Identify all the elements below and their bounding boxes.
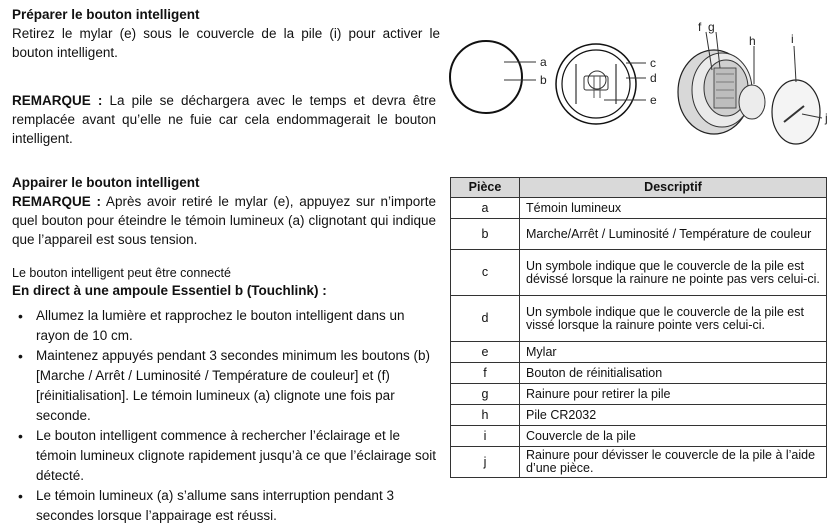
pairing-title: Appairer le bouton intelligent	[12, 175, 200, 190]
label-f: f	[698, 20, 702, 34]
pairing-note-label: REMARQUE :	[12, 194, 101, 209]
cell-piece: a	[451, 198, 520, 219]
pairing-steps	[12, 306, 436, 526]
table-row	[451, 250, 827, 296]
label-b: b	[540, 73, 547, 87]
table-row	[451, 219, 827, 250]
table-row	[451, 447, 827, 478]
battery-note-label: REMARQUE :	[12, 93, 103, 108]
cell-description: Rainure pour retirer la pile	[520, 384, 827, 405]
label-h: h	[749, 34, 756, 48]
battery-note	[12, 91, 436, 148]
cell-piece: i	[451, 426, 520, 447]
label-d: d	[650, 71, 657, 85]
connection-block	[12, 264, 436, 300]
table-row	[451, 198, 827, 219]
list-item: • Allumez la lumière et rapprochez le bouton intelligent dans un rayon de 10 cm.	[12, 306, 436, 346]
pairing-note	[12, 192, 436, 249]
list-item: • Maintenez appuyés pendant 3 secondes minimum les boutons (b) [Marche / Arrêt / Luminosité / Température de couleur] et (f) [réinitialisation]. Le témoin lumineux (a) clignote une fois par seconde.	[12, 346, 436, 426]
label-c: c	[650, 56, 656, 70]
parts-table	[450, 177, 827, 478]
table-row	[451, 342, 827, 363]
cell-description: Témoin lumineux	[520, 198, 827, 219]
label-e: e	[650, 93, 657, 107]
cell-piece: h	[451, 405, 520, 426]
cell-description: Pile CR2032	[520, 405, 827, 426]
pairing-section	[12, 174, 436, 249]
cell-description: Marche/Arrêt / Luminosité / Température de couleur	[520, 219, 827, 250]
cell-piece: d	[451, 296, 520, 342]
connect-title: En direct à une ampoule Essentiel b (Touchlink) :	[12, 283, 327, 298]
cell-description: Rainure pour dévisser le couvercle de la pile à l’aide d’une pièce.	[520, 447, 827, 478]
cell-piece: j	[451, 447, 520, 478]
connect-line: Le bouton intelligent peut être connecté	[12, 266, 231, 280]
button-front-view	[450, 41, 522, 113]
prepare-text: Retirez le mylar (e) sous le couvercle de la pile (i) pour activer le bouton intelligent.	[12, 26, 440, 60]
table-header-row	[451, 178, 827, 198]
label-g: g	[708, 20, 715, 34]
list-item: • Le bouton intelligent commence à rechercher l’éclairage et le témoin lumineux clignote rapidement jusqu’à ce que l’éclairage soit détecté.	[12, 426, 436, 486]
header-piece: Pièce	[451, 178, 520, 198]
prepare-section	[12, 6, 440, 62]
battery	[739, 85, 765, 119]
table-row	[451, 363, 827, 384]
label-a: a	[540, 55, 547, 69]
table-row	[451, 405, 827, 426]
label-i: i	[791, 32, 794, 46]
button-back-view	[556, 44, 636, 124]
table-row	[451, 384, 827, 405]
cell-description: Bouton de réinitialisation	[520, 363, 827, 384]
header-description: Descriptif	[520, 178, 827, 198]
device-illustration	[444, 18, 833, 150]
list-item: • Le témoin lumineux (a) s’allume sans interruption pendant 3 secondes lorsque l’appairage est réussi.	[12, 486, 436, 526]
pairing-note-text: Après avoir retiré le mylar (e), appuyez sur n’importe quel bouton pour éteindre le témoin lumineux (a) clignotant qui indique que l’appareil est sous tension.	[12, 194, 436, 247]
cell-piece: f	[451, 363, 520, 384]
cell-description: Couvercle de la pile	[520, 426, 827, 447]
cell-piece: e	[451, 342, 520, 363]
cell-piece: b	[451, 219, 520, 250]
cell-piece: c	[451, 250, 520, 296]
table-row	[451, 426, 827, 447]
cell-description: Mylar	[520, 342, 827, 363]
device-diagram	[444, 18, 833, 150]
label-j: j	[825, 111, 828, 125]
cell-piece: g	[451, 384, 520, 405]
prepare-title: Préparer le bouton intelligent	[12, 7, 200, 22]
cell-description: Un symbole indique que le couvercle de la pile est dévissé lorsque la rainure ne pointe pas vers celui-ci.	[520, 250, 827, 296]
table-row	[451, 296, 827, 342]
cell-description: Un symbole indique que le couvercle de la pile est vissé lorsque la rainure pointe vers celui-ci.	[520, 296, 827, 342]
battery-note-text: La pile se déchargera avec le temps et devra être remplacée avant qu’elle ne fuie car cela endommagerait le bouton intelligent.	[12, 93, 437, 146]
